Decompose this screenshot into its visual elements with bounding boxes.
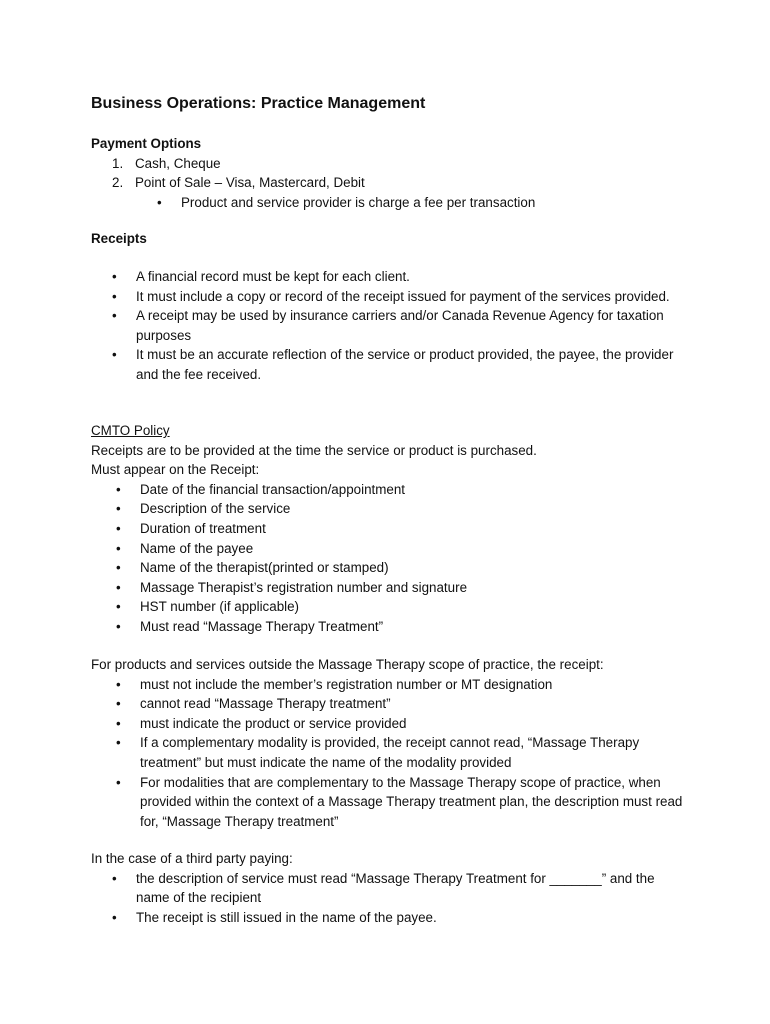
receipts-section <box>91 229 691 249</box>
payment-options-heading: Payment Options <box>91 136 202 151</box>
bullet-icon: • <box>116 696 121 712</box>
bullet-icon: • <box>112 870 117 886</box>
receipts-heading: Receipts <box>91 231 147 246</box>
bullet-icon: • <box>112 308 117 324</box>
receipts-list-block <box>91 267 691 385</box>
list-item: • Duration of treatment <box>91 519 691 539</box>
bullet-icon: • <box>116 735 121 751</box>
bullet-icon: • <box>112 269 117 284</box>
list-item: • A receipt may be used by insurance carriers and/or Canada Revenue Agency for taxation purposes <box>91 306 691 345</box>
list-item: • For modalities that are complementary to the Massage Therapy scope of practice, when provided within the context of a Massage Therapy treatment plan, the description must read for, “Massage Therapy treatment” <box>91 773 691 832</box>
list-item: 1. Cash, Cheque <box>112 155 221 171</box>
page-title-block <box>91 93 691 115</box>
bullet-icon: • <box>112 288 117 304</box>
receipts-list <box>91 267 691 385</box>
cmto-list <box>91 480 691 637</box>
payment-options-list <box>91 154 691 193</box>
outside-scope-intro: For products and services outside the Massage Therapy scope of practice, the receipt: <box>91 657 604 672</box>
bullet-icon: • <box>116 481 121 497</box>
bullet-icon: • <box>116 599 121 615</box>
list-item: • Massage Therapist’s registration number and signature <box>91 578 691 598</box>
bullet-icon: • <box>116 501 121 517</box>
bullet-icon: • <box>116 715 121 731</box>
list-item: • Date of the financial transaction/appointment <box>91 480 691 500</box>
bullet-icon: • <box>116 618 121 634</box>
payment-sub-list <box>91 193 691 213</box>
bullet-icon: • <box>112 347 117 363</box>
bullet-icon: • <box>112 909 117 925</box>
list-item: • It must be an accurate reflection of the service or product provided, the payee, the provider and the fee received. <box>91 345 691 384</box>
bullet-icon: • <box>116 560 121 576</box>
outside-scope-section <box>91 655 691 831</box>
list-item: • Name of the therapist(printed or stamped) <box>91 558 691 578</box>
third-party-intro: In the case of a third party paying: <box>91 851 293 866</box>
list-item: • Name of the payee <box>91 539 691 559</box>
payment-options-section <box>91 134 691 212</box>
list-item: • The receipt is still issued in the name of the payee. <box>91 908 691 928</box>
cmto-heading: CMTO Policy <box>91 423 170 438</box>
list-item: • Must read “Massage Therapy Treatment” <box>91 617 691 637</box>
list-item: • It must include a copy or record of the receipt issued for payment of the services provided. <box>91 287 691 307</box>
bullet-icon: • <box>116 774 121 790</box>
list-item: • must not include the member’s registration number or MT designation <box>91 675 691 695</box>
bullet-icon: • <box>116 676 121 692</box>
outside-scope-list <box>91 675 691 832</box>
bullet-icon: • <box>116 540 121 556</box>
bullet-icon: • <box>116 579 121 595</box>
third-party-section <box>91 849 691 927</box>
list-item: • the description of service must read “Massage Therapy Treatment for _______” and the name of the recipient <box>91 869 691 908</box>
cmto-line-2: Must appear on the Receipt: <box>91 462 260 478</box>
list-item: • must indicate the product or service provided <box>91 714 691 734</box>
bullet-icon: • <box>116 520 121 536</box>
list-item: • cannot read “Massage Therapy treatment” <box>91 694 691 714</box>
bullet-icon: • <box>157 194 162 210</box>
list-item: • Product and service provider is charge a fee per transaction <box>91 193 691 213</box>
third-party-list <box>91 869 691 928</box>
list-item: 2. Point of Sale – Visa, Mastercard, Debit <box>112 175 365 191</box>
list-item: • If a complementary modality is provided, the receipt cannot read, “Massage Therapy treatment” but must indicate the name of the modality provided <box>91 733 691 772</box>
list-item: • Description of the service <box>91 499 691 519</box>
cmto-line-1: Receipts are to be provided at the time the service or product is purchased. <box>91 442 537 458</box>
page-title: Business Operations: Practice Management <box>91 95 426 112</box>
list-item: • A financial record must be kept for each client. <box>91 267 691 287</box>
list-item: • HST number (if applicable) <box>91 597 691 617</box>
cmto-section <box>91 421 691 637</box>
